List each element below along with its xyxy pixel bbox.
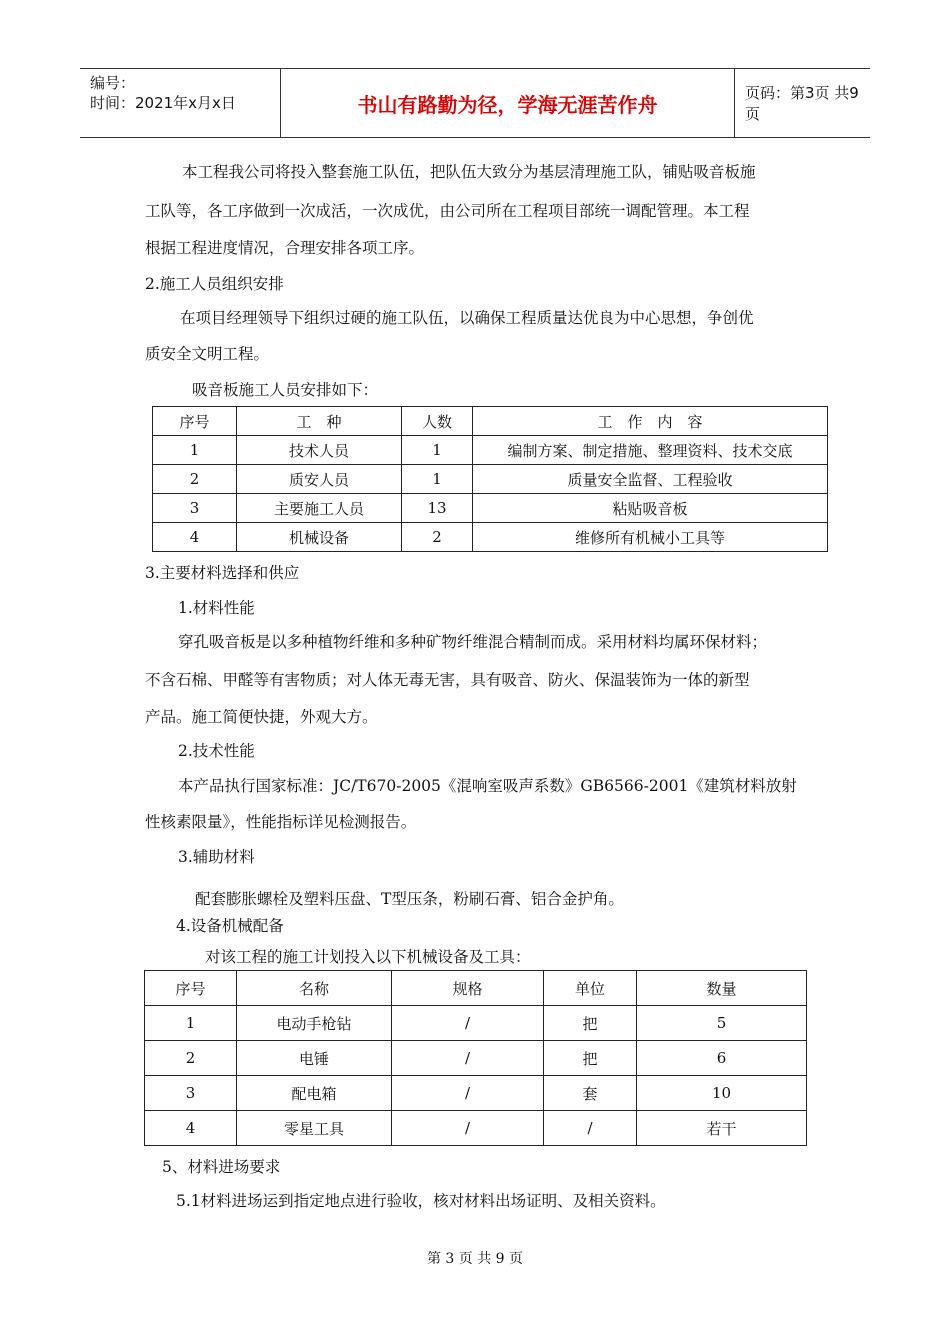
- section-heading-5: 5、材料进场要求: [162, 1158, 281, 1176]
- table-cell: 4: [145, 1111, 237, 1146]
- table-cell: 3: [153, 494, 237, 523]
- table-cell: 2: [145, 1041, 237, 1076]
- table-cell: 电锤: [237, 1041, 392, 1076]
- staff-header-cell: 工 种: [237, 407, 402, 436]
- table-cell: 2: [153, 465, 237, 494]
- table-cell: 5: [637, 1006, 807, 1041]
- section-heading-3: 3.主要材料选择和供应: [145, 564, 300, 582]
- subheading-3-3: 3.辅助材料: [178, 848, 255, 866]
- header-meta: [90, 73, 236, 113]
- paragraph-5: 配套膨胀螺栓及塑料压盘、T型压条，粉刷石膏、铝合金护角。: [195, 890, 624, 908]
- equipment-table-intro: 对该工程的施工计划投入以下机械设备及工具：: [205, 948, 531, 966]
- equipment-header-cell: 名称: [237, 971, 392, 1006]
- table-cell: 把: [544, 1041, 637, 1076]
- table-cell: 1: [402, 465, 473, 494]
- equipment-header-cell: 规格: [392, 971, 544, 1006]
- table-cell: 维修所有机械小工具等: [473, 523, 828, 552]
- paragraph-4-line-1: 本产品执行国家标准：JC/T670-2005《混响室吸声系数》GB6566-2001《建筑材料放射: [178, 777, 797, 795]
- table-cell: 质量安全监督、工程验收: [473, 465, 828, 494]
- equipment-table-header-row: [145, 971, 807, 1006]
- equipment-header-cell: 数量: [637, 971, 807, 1006]
- table-cell: 10: [637, 1076, 807, 1111]
- table-cell: 编制方案、制定措施、整理资料、技术交底: [473, 436, 828, 465]
- table-row: [153, 465, 828, 494]
- equipment-header-cell: 序号: [145, 971, 237, 1006]
- header-page-info: 页码：第3页 共9页: [745, 84, 859, 123]
- table-cell: 13: [402, 494, 473, 523]
- table-cell: 零星工具: [237, 1111, 392, 1146]
- table-cell: /: [392, 1006, 544, 1041]
- document-number-label: 编号：: [90, 74, 136, 92]
- staff-table-header-row: [153, 407, 828, 436]
- staff-header-cell: 序号: [153, 407, 237, 436]
- table-cell: 套: [544, 1076, 637, 1111]
- table-cell: /: [392, 1076, 544, 1111]
- table-cell: 电动手枪钻: [237, 1006, 392, 1041]
- table-cell: 2: [402, 523, 473, 552]
- table-cell: 配电箱: [237, 1076, 392, 1111]
- table-cell: 把: [544, 1006, 637, 1041]
- table-cell: 质安人员: [237, 465, 402, 494]
- paragraph-3-line-1: 穿孔吸音板是以多种植物纤维和多种矿物纤维混合精制而成。采用材料均属环保材料；: [178, 633, 768, 651]
- table-row: [145, 1076, 807, 1111]
- staff-header-cell: 人数: [402, 407, 473, 436]
- table-cell: 3: [145, 1076, 237, 1111]
- table-cell: 粘贴吸音板: [473, 494, 828, 523]
- paragraph-3-line-3: 产品。施工简便快捷，外观大方。: [145, 708, 378, 726]
- equipment-header-cell: 单位: [544, 971, 637, 1006]
- subheading-3-2: 2.技术性能: [178, 742, 255, 760]
- section-heading-2: 2.施工人员组织安排: [145, 275, 284, 293]
- paragraph-6: 5.1材料进场运到指定地点进行验收，核对材料出场证明、及相关资料。: [176, 1192, 666, 1210]
- paragraph-1-line-1: 本工程我公司将投入整套施工队伍，把队伍大致分为基层清理施工队，铺贴吸音板施: [182, 163, 756, 181]
- table-row: [145, 1006, 807, 1041]
- table-cell: 1: [145, 1006, 237, 1041]
- table-cell: 1: [153, 436, 237, 465]
- table-cell: 机械设备: [237, 523, 402, 552]
- table-cell: /: [392, 1111, 544, 1146]
- table-cell: /: [392, 1041, 544, 1076]
- table-cell: 技术人员: [237, 436, 402, 465]
- subheading-3-1: 1.材料性能: [178, 599, 255, 617]
- staff-table: [152, 406, 828, 552]
- equipment-table: [144, 970, 807, 1146]
- page-footer: 第 3 页 共 9 页: [426, 1251, 524, 1267]
- table-cell: 1: [402, 436, 473, 465]
- paragraph-3-line-2: 不含石棉、甲醛等有害物质；对人体无毒无害，具有吸音、防火、保温装饰为一体的新型: [145, 671, 750, 689]
- table-row: [153, 523, 828, 552]
- table-row: [153, 436, 828, 465]
- table-row: [153, 494, 828, 523]
- subheading-4: 4.设备机械配备: [176, 917, 284, 935]
- paragraph-1-line-2: 工队等，各工序做到一次成活，一次成优，由公司所在工程项目部统一调配管理。本工程: [145, 202, 750, 220]
- table-row: [145, 1041, 807, 1076]
- page-header: [80, 68, 870, 138]
- paragraph-1-line-3: 根据工程进度情况，合理安排各项工序。: [145, 239, 425, 257]
- table-cell: 6: [637, 1041, 807, 1076]
- header-motto: 书山有路勤为径，学海无涯苦作舟: [280, 69, 735, 137]
- paragraph-4-line-2: 性核素限量》，性能指标详见检测报告。: [145, 813, 417, 831]
- table-cell: 4: [153, 523, 237, 552]
- table-row: [145, 1111, 807, 1146]
- table-cell: 主要施工人员: [237, 494, 402, 523]
- table-cell: 若干: [637, 1111, 807, 1146]
- document-date: 时间：2021年x月x日: [90, 94, 236, 112]
- staff-table-intro: 吸音板施工人员安排如下：: [192, 381, 379, 399]
- paragraph-2-line-1: 在项目经理领导下组织过硬的施工队伍，以确保工程质量达优良为中心思想，争创优: [180, 309, 754, 327]
- paragraph-2-line-2: 质安全文明工程。: [145, 345, 270, 363]
- staff-header-cell: 工 作 内 容: [473, 407, 828, 436]
- table-cell: /: [544, 1111, 637, 1146]
